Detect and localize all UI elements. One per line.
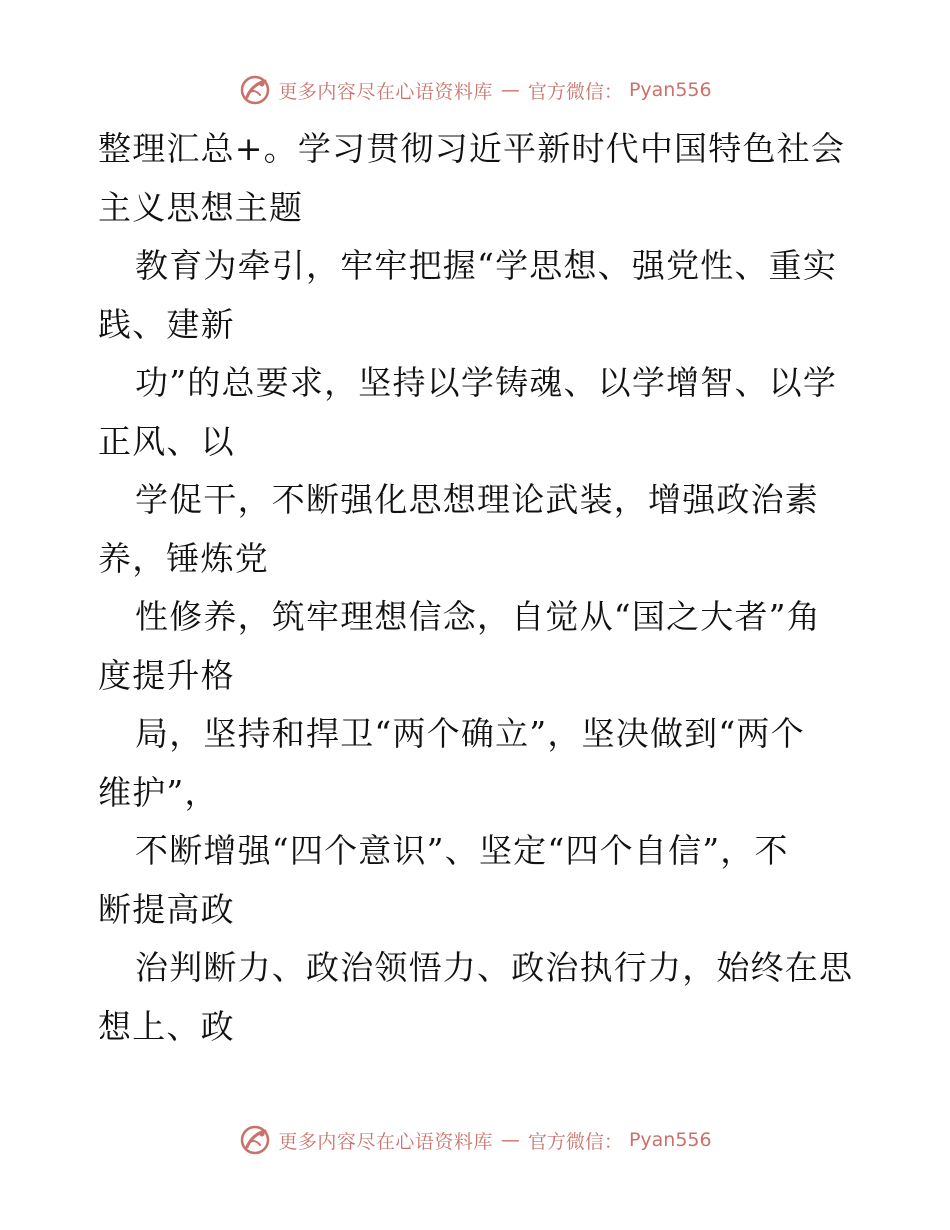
banner-wechat-label: 官方微信： — [527, 1130, 623, 1153]
text-line: 主义思想主题 — [98, 187, 304, 227]
text-line: 养，锤炼党 — [98, 538, 269, 578]
banner-dash: — — [500, 79, 520, 101]
text-line: 局，坚持和捍卫“两个确立”，坚决做到“两个 — [135, 714, 805, 753]
banner-site-text: 更多内容尽在心语资料库 — [278, 1130, 493, 1153]
text-line: 不断增强“四个意识”、坚定“四个自信”，不 — [135, 831, 789, 870]
brush-logo-icon — [238, 73, 272, 107]
banner-dash: — — [500, 1129, 520, 1151]
text-line: 学促干，不断强化思想理论武装，增强政治素 — [135, 480, 819, 519]
banner-site-text: 更多内容尽在心语资料库 — [278, 80, 493, 103]
footer-banner — [0, 1120, 950, 1160]
text-line: 想上、政 — [98, 1006, 235, 1046]
brush-logo-icon — [238, 1123, 272, 1157]
header-banner — [0, 70, 950, 110]
text-line: 度提升格 — [98, 655, 235, 695]
document-body — [98, 120, 858, 1056]
banner-wechat-id: Pyan556 — [628, 79, 712, 101]
text-line: 维护”， — [98, 772, 219, 812]
text-line: 治判断力、政治领悟力、政治执行力，始终在思 — [135, 948, 854, 987]
text-line: 断提高政 — [98, 889, 235, 929]
text-line: 践、建新 — [98, 304, 235, 344]
banner-wechat-id: Pyan556 — [628, 1129, 712, 1151]
text-line: 正风、以 — [98, 421, 235, 461]
text-line: 功”的总要求，坚持以学铸魂、以学增智、以学 — [135, 363, 838, 402]
text-line: 性修养，筑牢理想信念，自觉从“国之大者”角 — [135, 597, 821, 636]
text-line: 教育为牵引，牢牢把握“学思想、强党性、重实 — [135, 246, 838, 285]
text-line: 整理汇总+。学习贯彻习近平新时代中国特色社会 — [98, 129, 846, 168]
banner-wechat-label: 官方微信： — [527, 80, 623, 103]
